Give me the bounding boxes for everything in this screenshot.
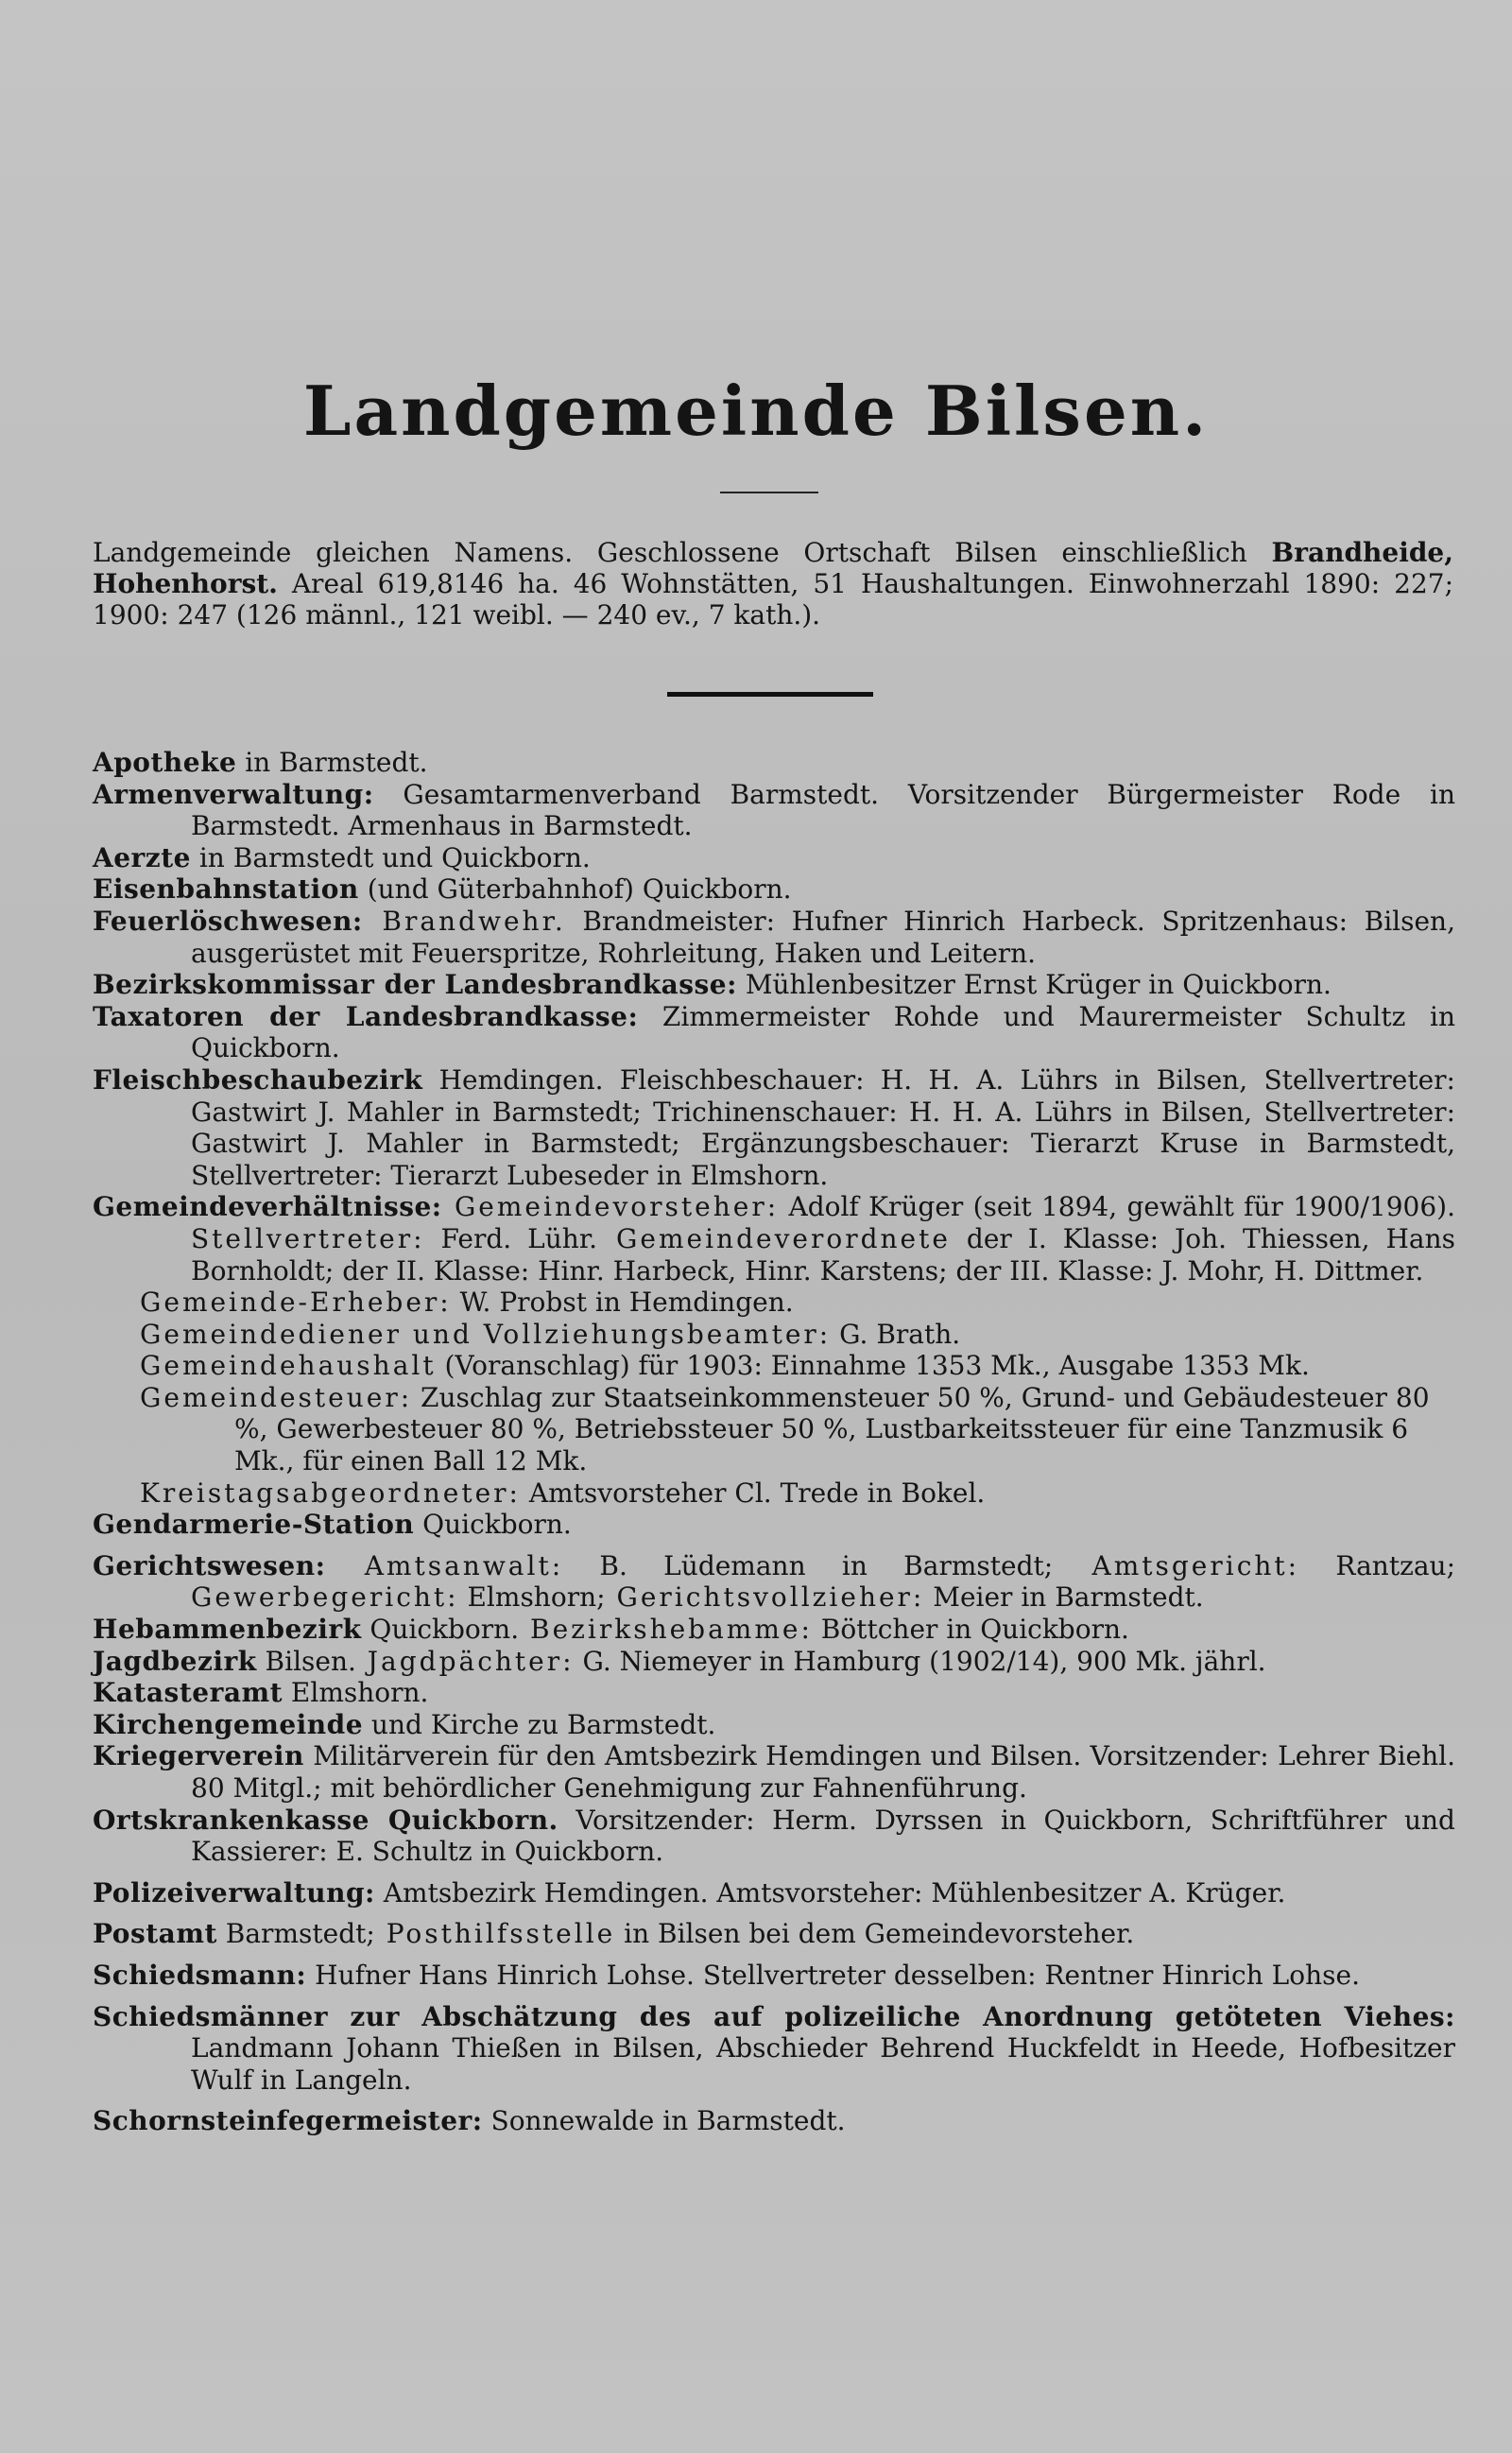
- entry-gendarmerie: [93, 1509, 1455, 1541]
- entry-text: und Kirche zu Barmstedt.: [363, 1708, 716, 1740]
- entry-spaced: Gemeindediener und Vollziehungsbeamter:: [140, 1318, 832, 1350]
- entry-taxatoren: [93, 1001, 1455, 1064]
- entry-text: Rantzau;: [1299, 1549, 1456, 1581]
- entry-apotheke: [93, 747, 1455, 779]
- entry-heading: Gemeindeverhältnisse:: [93, 1191, 442, 1223]
- entry-text: Bilsen.: [256, 1645, 356, 1677]
- entry-schornsteinfeger: [93, 2105, 1455, 2137]
- entry-text: G. Niemeyer in Hamburg (1902/14), 900 Mk. jährl.: [574, 1645, 1266, 1677]
- entry-text: Landmann Johann Thießen in Bilsen, Abschieder Behrend Huckfeldt in Heede, Hofbesitzer Wulf in Langeln.: [191, 2032, 1455, 2096]
- entry-heading: Kirchengemeinde: [93, 1708, 364, 1740]
- entry-heading: Schornsteinfegermeister:: [93, 2105, 483, 2137]
- entry-hebammenbezirk: [93, 1614, 1455, 1646]
- entry-text: Ferd. Lühr.: [424, 1222, 598, 1254]
- entry-text: Meier in Barmstedt.: [924, 1581, 1204, 1614]
- entry-text: (Voranschlag) für 1903: Einnahme 1353 Mk., Ausgabe 1353 Mk.: [436, 1350, 1310, 1382]
- entry-ortskrankenkasse: [93, 1805, 1455, 1868]
- entry-text: Elmshorn.: [283, 1677, 429, 1709]
- entry-text: Vorsitzender: Herm. Dyrssen in Quickborn, Schriftführer und Kassierer: E. Schultz in Quickborn.: [191, 1804, 1455, 1868]
- entry-text: Hemdingen. Fleischbeschauer: H. H. A. Lührs in Bilsen, Stellvertreter: Gastwirt J. Mahler in Barmstedt; Trichinenschauer: H. H. A. Lührs in Bilsen, Stellvertreter: Gastwirt J. Mahler in Barmstedt; Ergänzungsbeschauer: Tierarzt Kruse in Barmstedt, Stellvertreter: Tierarzt Lubeseder in Elmshorn.: [191, 1063, 1455, 1191]
- entry-text: W. Probst in Hemdingen.: [451, 1287, 794, 1319]
- entry-spaced: Brandwehr.: [362, 905, 566, 937]
- entry-jagdbezirk: [93, 1646, 1455, 1678]
- entry-text: G. Brath.: [831, 1318, 961, 1350]
- entry-gemeinde-erheber: [93, 1287, 1455, 1319]
- entry-heading: Kriegerverein: [93, 1740, 304, 1772]
- entry-gemeindehaushalt: [93, 1350, 1455, 1382]
- entry-schiedsmann: [93, 1960, 1455, 1992]
- section-divider: [667, 692, 873, 697]
- entry-kriegerverein: [93, 1740, 1455, 1804]
- entry-feuerloeschwesen: [93, 906, 1455, 969]
- entry-spaced: Gemeindeverordnete: [597, 1222, 951, 1254]
- entry-text: Amtsbezirk Hemdingen. Amtsvorsteher: Mühlenbesitzer A. Krüger.: [374, 1876, 1286, 1909]
- entry-heading: Apotheke: [93, 747, 237, 778]
- entry-text: Mühlenbesitzer Ernst Krüger in Quickborn.: [736, 969, 1332, 1001]
- entry-schiedsmaenner: [93, 2001, 1455, 2097]
- intro-stats: Areal 619,8146 ha. 46 Wohnstätten, 51 Haushaltungen. Einwohnerzahl 1890: 227; 1900: 247 (126 männl., 121 weibl. — 240 ev., 7 kath.).: [93, 568, 1453, 631]
- entry-text: in Barmstedt.: [236, 747, 428, 778]
- entry-bezirkskommissar: [93, 969, 1455, 1001]
- entry-heading: Schiedsmänner zur Abschätzung des auf polizeiliche Anordnung getöteten Viehes:: [93, 2000, 1455, 2032]
- entry-postamt: [93, 1918, 1455, 1950]
- entry-heading: Polizeiverwaltung:: [93, 1876, 375, 1909]
- entry-text: in Barmstedt und Quickborn.: [190, 841, 591, 873]
- entry-spaced: Posthilfsstelle: [374, 1918, 616, 1950]
- entry-text: Militärverein für den Amtsbezirk Hemdingen und Bilsen. Vorsitzender: Lehrer Biehl. 80 Mitgl.; mit behördlicher Genehmigung zur Fahnenführung.: [191, 1740, 1455, 1804]
- entry-spaced: Gemeindevorsteher:: [441, 1191, 780, 1223]
- entry-gemeindesteuer: [93, 1382, 1455, 1477]
- entry-text: Zuschlag zur Staatseinkommensteuer 50 %, Grund- und Gebäudesteuer 80 %, Gewerbesteuer 80 %, Betriebssteuer 50 %, Lustbarkeitssteuer für eine Tanzmusik 6 Mk., für einen Ball 12 Mk.: [234, 1381, 1430, 1477]
- entry-spaced: Kreistagsabgeordneter:: [140, 1477, 521, 1509]
- entry-katasteramt: [93, 1677, 1455, 1709]
- entry-heading: Bezirkskommissar der Landesbrandkasse:: [93, 969, 737, 1001]
- entry-kirchengemeinde: [93, 1709, 1455, 1741]
- entry-text: Barmstedt;: [216, 1918, 375, 1950]
- entry-heading: Armenverwaltung:: [93, 778, 374, 810]
- entry-spaced: Gemeindesteuer:: [140, 1381, 413, 1413]
- entry-gemeindediener: [93, 1319, 1455, 1351]
- intro-places: Brandheide, Hohenhorst.: [93, 537, 1453, 599]
- entry-text: Gesamtarmenverband Barmstedt. Vorsitzender Bürgermeister Rode in Barmstedt. Armenhaus in Barmstedt.: [191, 778, 1455, 842]
- entry-heading: Schiedsmann:: [93, 1959, 307, 1991]
- entry-spaced: Gemeindehaushalt: [140, 1350, 437, 1382]
- entry-text: der I. Klasse: Joh. Thiessen, Hans Bornholdt; der II. Klasse: Hinr. Harbeck, Hinr. Karstens; der III. Klasse: J. Mohr, H. Dittmer.: [191, 1222, 1455, 1287]
- entry-spaced: Bezirkshebamme:: [519, 1614, 813, 1646]
- intro-text: Landgemeinde gleichen Namens. Geschlossene Ortschaft Bilsen einschließlich: [93, 537, 1272, 568]
- entry-heading: Hebammenbezirk: [93, 1614, 362, 1646]
- entry-spaced: Amtsgericht:: [1053, 1549, 1300, 1581]
- entry-gerichtswesen: [93, 1550, 1455, 1614]
- entry-text: (und Güterbahnhof) Quickborn.: [358, 873, 792, 906]
- entry-heading: Ortskrankenkasse Quickborn.: [93, 1804, 558, 1836]
- entry-text: Zimmermeister Rohde und Maurermeister Schultz in Quickborn.: [191, 1000, 1456, 1064]
- entry-text: Hufner Hans Hinrich Lohse. Stellvertreter desselben: Rentner Hinrich Lohse.: [306, 1959, 1360, 1991]
- entry-heading: Gerichtswesen:: [93, 1549, 326, 1581]
- entry-heading: Feuerlöschwesen:: [93, 905, 363, 937]
- title-divider: [720, 492, 818, 493]
- entry-heading: Eisenbahnstation: [93, 873, 359, 906]
- entry-heading: Gendarmerie-Station: [93, 1509, 415, 1541]
- entry-heading: Fleischbeschaubezirk: [93, 1063, 423, 1096]
- entry-text: Brandmeister: Hufner Hinrich Harbeck. Spritzenhaus: Bilsen, ausgerüstet mit Feuerspritze, Rohrleitung, Haken und Leitern.: [191, 905, 1455, 969]
- entry-heading: Postamt: [93, 1918, 217, 1950]
- entry-heading: Katasteramt: [93, 1677, 284, 1709]
- entry-kreistag: [93, 1477, 1455, 1510]
- entry-text: Amtsvorsteher Cl. Trede in Bokel.: [520, 1477, 986, 1509]
- entry-heading: Jagdbezirk: [93, 1645, 257, 1677]
- entry-fleischbeschau: [93, 1064, 1455, 1191]
- entry-heading: Taxatoren der Landesbrandkasse:: [93, 1000, 639, 1032]
- entry-spaced: Gerichtsvollzieher:: [605, 1581, 925, 1614]
- intro-paragraph: [93, 537, 1453, 631]
- entry-text: Sonnewalde in Barmstedt.: [482, 2105, 846, 2137]
- entry-text: B. Lüdemann in Barmstedt;: [563, 1549, 1054, 1581]
- entry-text: in Bilsen bei dem Gemeindevorsteher.: [615, 1918, 1135, 1950]
- entry-eisenbahnstation: [93, 873, 1455, 906]
- entry-gemeindeverhaeltnisse: [93, 1191, 1455, 1287]
- entry-polizeiverwaltung: [93, 1877, 1455, 1909]
- entry-spaced: Amtsanwalt:: [325, 1549, 564, 1581]
- entry-text: Quickborn.: [361, 1614, 520, 1646]
- entry-spaced: Gemeinde-Erheber:: [140, 1287, 452, 1319]
- entry-text: Adolf Krüger (seit 1894, gewählt für 1900/1906).: [779, 1191, 1456, 1223]
- entry-spaced: Stellvertreter:: [191, 1222, 425, 1254]
- entry-aerzte: [93, 842, 1455, 874]
- entry-spaced: Gewerbegericht:: [191, 1581, 459, 1614]
- entries-list: [93, 747, 1455, 2137]
- page-title: Landgemeinde Bilsen.: [302, 371, 1210, 451]
- entry-heading: Aerzte: [93, 841, 191, 873]
- entry-text: Elmshorn;: [458, 1581, 606, 1614]
- entry-text: Böttcher in Quickborn.: [812, 1614, 1129, 1646]
- entry-armenverwaltung: [93, 779, 1455, 842]
- entry-spaced: Jagdpächter:: [355, 1645, 575, 1677]
- entry-text: Quickborn.: [414, 1509, 572, 1541]
